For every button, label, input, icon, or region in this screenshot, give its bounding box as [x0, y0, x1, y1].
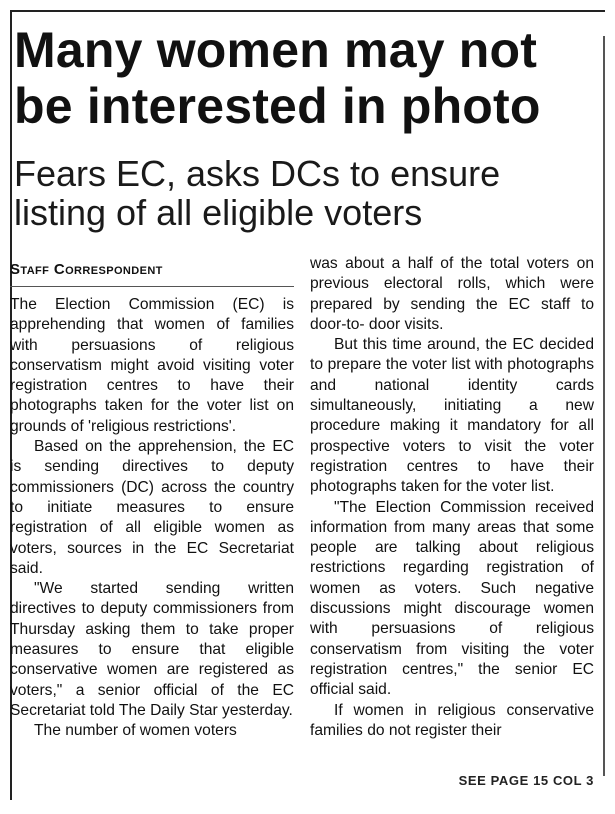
paragraph: The Election Commission (EC) is apprehending that women of families with persuasions of religious conservatism might avoid visiting voter registration centres to have their photographs taken for the voter list on grounds of 'religious restrictions'. [10, 296, 294, 435]
continued-on-page-line: SEE PAGE 15 COL 3 [458, 773, 594, 788]
clipping-top-border [10, 10, 605, 12]
paragraph: Based on the apprehension, the EC is sending directives to deputy commissioners (DC) across the country to initiate measures to ensure registration of all eligible women as voters, sources in the EC Secretariat said. [10, 438, 294, 577]
article-column-left [10, 262, 294, 742]
paragraph: was about a half of the total voters on previous electoral rolls, which were prepared by sending the EC staff to door-to- door visits. [310, 255, 594, 333]
clipping-right-border [603, 36, 605, 776]
subheadline: Fears EC, asks DCs to ensure listing of all eligible voters [14, 153, 501, 233]
paragraph: "We started sending written directives to deputy commissioners from Thursday asking them to take proper measures to ensure that eligible conservative women are registered as voters," a senior official of the EC Secretariat told The Daily Star yesterday. [10, 580, 294, 719]
paragraph: But this time around, the EC decided to prepare the voter list with photographs and national identity cards simultaneously, initiating a new procedure making it mandatory for all prospective voters to visit the voter registration centres to have their photographs taken for the voter list. [310, 336, 594, 496]
paragraph: "The Election Commission received information from many areas that some people are talking about religious restrictions regarding registration of women as voters. Such negative discussions might discourage women with persuasions of religious conservatism from visiting the voter registration centres," the senior EC official said. [310, 498, 594, 699]
paragraph: If women in religious conservative families do not register their [310, 701, 594, 739]
paragraph: The number of women voters [34, 722, 237, 740]
headline: Many women may not be interested in photo [14, 22, 541, 134]
article-column-right [310, 254, 594, 741]
byline: Staff Correspondent [10, 262, 294, 287]
